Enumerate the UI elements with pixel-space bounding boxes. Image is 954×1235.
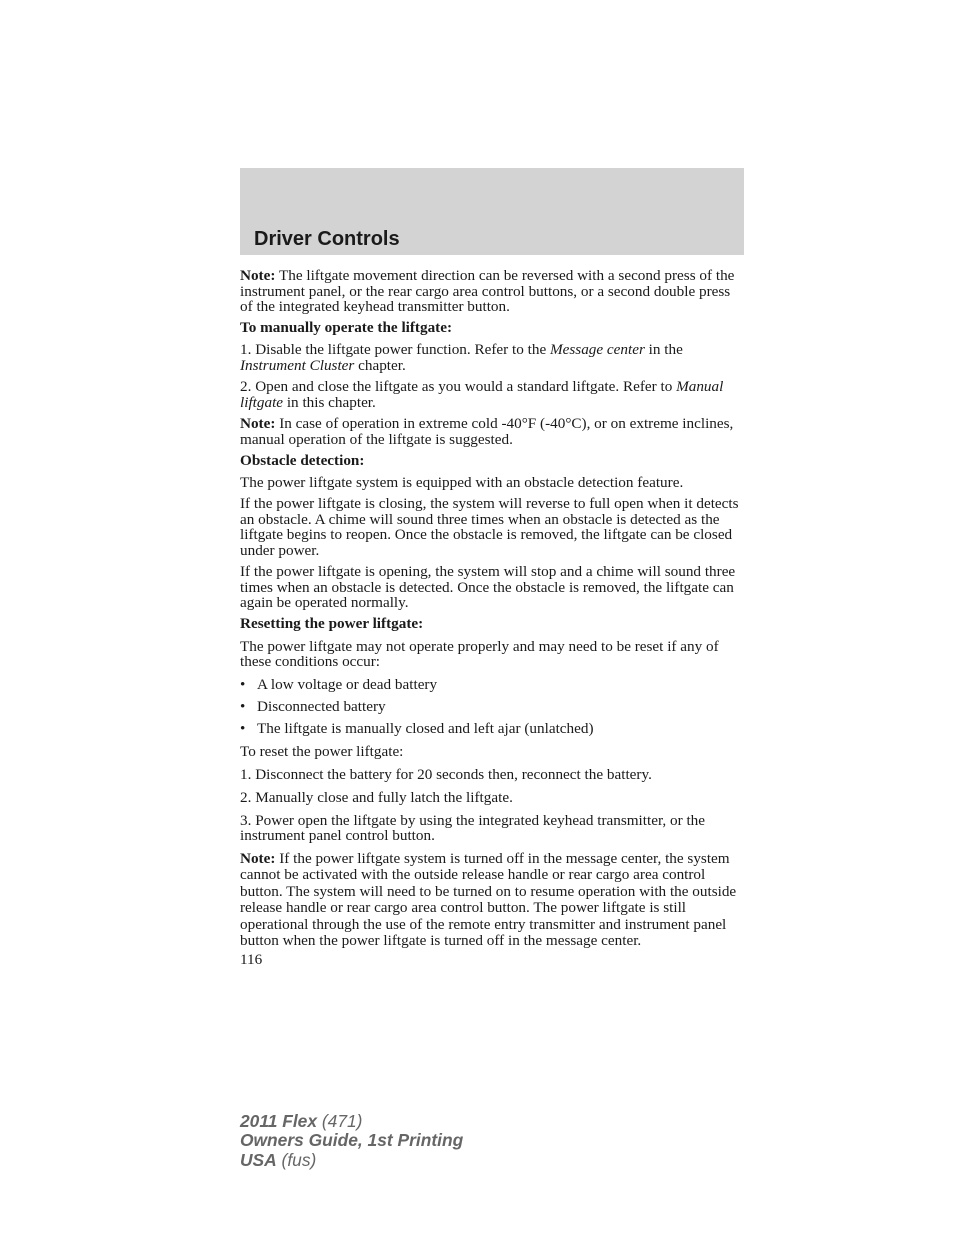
section-header	[240, 168, 744, 255]
note-label: Note:	[240, 415, 276, 433]
list-item-text: A low voltage or dead battery	[257, 675, 438, 693]
note-paragraph	[240, 416, 745, 447]
body-paragraph: If the power liftgate is opening, the system will stop and a chime will sound three times when an obstacle is detected. Once the obstacle is removed, the liftgate can again be operated normally.	[240, 563, 736, 612]
footer-edition: Owners Guide, 1st Printing	[240, 1130, 464, 1151]
list-item	[240, 721, 745, 737]
note-label: Note:	[240, 850, 276, 868]
body-paragraph: The power liftgate may not operate properly and may need to be reset if any of these conditions occur:	[240, 637, 719, 671]
reset-step: 1. Disconnect the battery for 20 seconds then, reconnect the battery.	[240, 765, 652, 783]
step-text: 2. Open and close the liftgate as you would a standard liftgate. Refer to	[240, 378, 677, 396]
manual-step-2	[240, 379, 745, 410]
footer-code: (fus)	[276, 1149, 317, 1170]
conditions-list	[240, 677, 745, 737]
body-paragraph: To reset the power liftgate:	[240, 742, 404, 760]
note-paragraph	[240, 851, 745, 949]
footer-line	[240, 1131, 463, 1150]
list-item-text: Disconnected battery	[257, 698, 386, 715]
note-text: The liftgate movement direction can be reversed with a second press of the instrument panel, or the rear cargo area control buttons, or a second double press of the integrated keyhead transmitter button.	[240, 267, 735, 316]
body-paragraph: The power liftgate system is equipped with an obstacle detection feature.	[240, 473, 684, 491]
manual-operation-heading: To manually operate the liftgate:	[240, 319, 453, 337]
footer-market: USA	[240, 1149, 277, 1170]
step-text: chapter.	[354, 357, 406, 375]
note-paragraph	[240, 268, 745, 315]
footer-line	[240, 1151, 463, 1170]
obstacle-detection-heading: Obstacle detection:	[240, 451, 365, 469]
footer-code: (471)	[317, 1111, 363, 1131]
reset-step: 3. Power open the liftgate by using the integrated keyhead transmitter, or the instrument panel control button.	[240, 811, 706, 845]
section-title: Driver Controls	[254, 228, 400, 250]
list-item	[240, 677, 745, 693]
cross-reference: Manual liftgate	[240, 378, 724, 411]
step-text: 1. Disable the liftgate power function. Refer to the	[240, 341, 550, 359]
page-number: 116	[240, 951, 263, 969]
cross-reference: Message center	[549, 341, 645, 359]
note-text: In case of operation in extreme cold -40°F (-40°C), or on extreme inclines, manual operation of the liftgate is suggested.	[240, 415, 734, 448]
bullet-icon: •	[240, 698, 246, 715]
list-item-text: The liftgate is manually closed and left ajar (unlatched)	[257, 720, 594, 738]
reset-step: 2. Manually close and fully latch the liftgate.	[240, 788, 513, 806]
page-body	[240, 268, 745, 968]
footer-model: 2011 Flex	[240, 1111, 318, 1131]
manual-step-1	[240, 342, 745, 373]
note-label: Note:	[240, 267, 276, 284]
note-text: If the power liftgate system is turned off in the message center, the system cannot be activated with the outside release handle or rear cargo area control button. The system will need to be turned on to resume operation with the outside release handle or rear cargo area control button. The power liftgate is still operational through the use of the remote entry transmitter and instrument panel button when the power liftgate is turned off in the message center.	[240, 850, 737, 950]
cross-reference: Instrument Cluster	[240, 357, 355, 375]
step-text: in the	[644, 341, 683, 359]
step-text: in this chapter.	[283, 393, 376, 411]
footer-line	[240, 1112, 463, 1131]
bullet-icon: •	[240, 675, 246, 693]
footer-print-info	[240, 1112, 463, 1170]
body-paragraph: If the power liftgate is closing, the system will reverse to full open when it detects an obstacle. A chime will sound three times when an obstacle is detected as the liftgate begins to reopen. Once the obstacle is removed, the liftgate can be closed under power.	[240, 495, 739, 559]
reset-liftgate-heading: Resetting the power liftgate:	[240, 615, 424, 633]
bullet-icon: •	[240, 720, 246, 738]
list-item	[240, 699, 745, 715]
